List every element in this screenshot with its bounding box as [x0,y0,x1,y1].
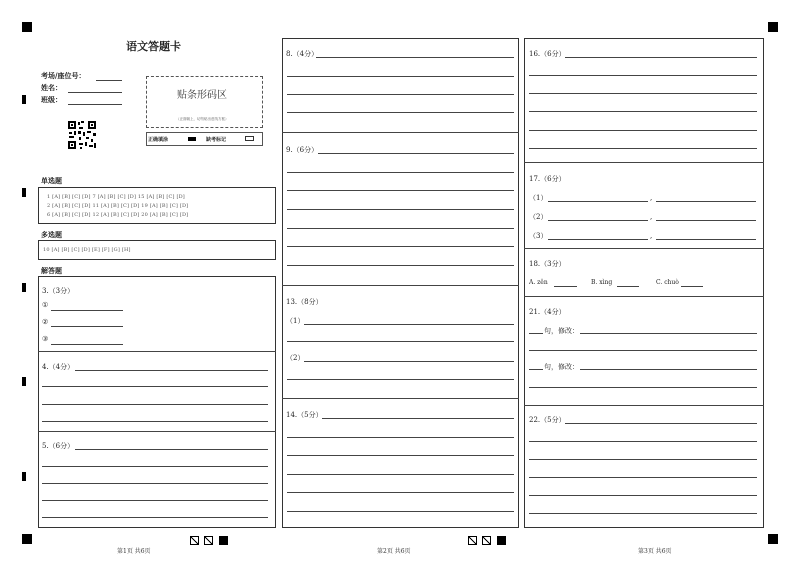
field-class-label: 班级： [41,95,62,104]
q22-answer-line[interactable] [529,495,757,496]
page-footer-2: 第2页 共6页 [377,548,411,555]
q9-answer-line[interactable] [287,228,514,229]
section-single-choice: 单选题 [41,176,62,185]
qr-code [67,120,97,150]
q21-answer-line[interactable] [529,350,757,351]
q14-answer-line[interactable] [287,437,514,438]
q16-answer-line[interactable] [529,148,757,149]
page-footer-1: 第1页 共6页 [117,548,151,555]
q22-answer-line[interactable] [529,477,757,478]
q21-label: 21.（4分） [529,308,566,316]
q21-revise-label-1: 句，修改： [544,327,579,335]
barcode-label: 贴条形码区 [177,90,227,101]
q16-label: 16.（6分） [529,50,566,58]
q16-answer-line[interactable] [565,57,757,58]
q21-answer-line[interactable] [580,369,757,370]
q9-answer-line[interactable] [318,153,514,154]
timing-mark [22,377,26,386]
q9-answer-line[interactable] [287,265,514,266]
q13-answer-line[interactable] [287,341,514,342]
q3-item-1: ① [42,301,49,309]
q5-answer-line[interactable] [42,517,268,518]
q13-answer-line[interactable] [304,361,514,362]
divider [282,132,519,133]
single-choice-row[interactable]: 2 [A] [B] [C] [D] 11 [A] [B] [C] [D] 19 [A] [B] [C] [D] [47,203,189,209]
multiple-choice-row[interactable]: 10 [A] [B] [C] [D] [E] [F] [G] [H] [43,247,131,253]
divider [282,398,519,399]
q13-answer-line[interactable] [287,379,514,380]
page-mark-hatched [204,536,213,545]
q17-comma: , [650,232,653,240]
q22-answer-line[interactable] [529,441,757,442]
q4-answer-line[interactable] [75,370,268,371]
q18-label: 18.（3分） [529,260,566,268]
single-choice-row[interactable]: 6 [A] [B] [C] [D] 12 [A] [B] [C] [D] 20 [A] [B] [C] [D] [47,212,189,218]
legend-correct-swatch [188,137,196,141]
q9-answer-line[interactable] [287,246,514,247]
divider [524,405,764,406]
q5-answer-line[interactable] [42,483,268,484]
page-mark-solid [219,536,228,545]
q21-answer-line[interactable] [529,387,757,388]
q4-label: 4.（4分） [42,363,75,371]
page-footer-3: 第3页 共6页 [638,548,672,555]
q18-option-b: B. xìng [591,279,613,286]
q18-answer-line[interactable] [681,286,703,287]
section-multiple-choice: 多选题 [41,230,62,239]
q4-answer-line[interactable] [42,404,268,405]
q17-answer-line[interactable] [548,220,648,221]
field-class-input[interactable] [68,104,122,105]
q8-label: 8.（4分） [286,50,319,58]
page-mark-hatched [190,536,199,545]
registration-mark-top-left [22,22,32,32]
q16-answer-line[interactable] [529,75,757,76]
legend-correct-label: 正确填涂 [148,137,169,143]
q3-answer-line[interactable] [51,310,123,311]
divider [38,431,276,432]
page-mark-solid [497,536,506,545]
divider [524,162,764,163]
q9-answer-line[interactable] [287,190,514,191]
q17-answer-line[interactable] [656,239,756,240]
q17-answer-line[interactable] [548,239,648,240]
q4-answer-line[interactable] [42,386,268,387]
q16-answer-line[interactable] [529,130,757,131]
q3-label: 3.（3分） [42,287,75,295]
q22-answer-line[interactable] [565,423,757,424]
q4-answer-line[interactable] [42,421,268,422]
q3-answer-line[interactable] [51,344,123,345]
field-seat-input[interactable] [96,80,122,81]
missing-mark-checkbox[interactable] [245,136,254,141]
q21-answer-line[interactable] [580,333,757,334]
field-name-input[interactable] [68,92,122,93]
q8-answer-line[interactable] [287,94,514,95]
q16-answer-line[interactable] [529,111,757,112]
q5-answer-line[interactable] [42,500,268,501]
q13-label: 13.（8分） [286,298,323,306]
q18-option-c: C. chuò [656,279,679,286]
timing-mark [22,188,26,197]
divider [38,351,276,352]
timing-mark [22,283,26,292]
divider [282,285,519,286]
q21-sentence-blank[interactable] [529,369,543,370]
field-seat-label: 考场/座位号： [41,71,86,80]
divider [524,248,764,249]
q13-answer-line[interactable] [304,324,514,325]
q21-sentence-blank[interactable] [529,333,543,334]
q14-answer-line[interactable] [287,511,514,512]
q18-answer-line[interactable] [554,286,577,287]
registration-mark-bottom-right [768,534,778,544]
page-mark-hatched [468,536,477,545]
q8-answer-line[interactable] [316,57,514,58]
q14-answer-line[interactable] [322,418,514,419]
q17-answer-line[interactable] [656,220,756,221]
q3-answer-line[interactable] [51,326,123,327]
legend-missing-label: 缺考标记 [206,137,227,143]
single-choice-row[interactable]: 1 [A] [B] [C] [D] 7 [A] [B] [C] [D] 15 [A] [B] [C] [D] [47,194,185,200]
section-answers: 解答题 [41,266,62,275]
barcode-note: （正面朝上，切勿贴出虚线方框） [176,117,229,121]
q9-label: 9.（6分） [286,146,319,154]
q14-answer-line[interactable] [287,455,514,456]
q3-item-3: ③ [42,335,49,343]
q16-answer-line[interactable] [529,93,757,94]
q14-label: 14.（5分） [286,411,323,419]
q14-answer-line[interactable] [287,492,514,493]
q14-answer-line[interactable] [287,474,514,475]
q21-revise-label-2: 句，修改： [544,363,579,371]
q9-answer-line[interactable] [287,172,514,173]
q22-answer-line[interactable] [529,513,757,514]
q9-answer-line[interactable] [287,209,514,210]
q18-option-a: A. zěn [529,279,548,286]
q17-comma: , [650,194,653,202]
q17-comma: , [650,213,653,221]
q13-item-2: （2） [286,354,305,362]
q5-answer-line[interactable] [75,449,268,450]
sheet-title: 语文答题卡 [126,40,181,53]
timing-mark [22,472,26,481]
q5-answer-line[interactable] [42,466,268,467]
registration-mark-top-right [768,22,778,32]
q17-item-2: （2） [529,213,548,221]
page-mark-hatched [482,536,491,545]
q17-item-1: （1） [529,194,548,202]
timing-mark [22,95,26,104]
q5-label: 5.（6分） [42,442,75,450]
q17-item-3: （3） [529,232,548,240]
q18-answer-line[interactable] [617,286,639,287]
q8-answer-line[interactable] [287,76,514,77]
q8-answer-line[interactable] [287,112,514,113]
q17-label: 17.（6分） [529,175,566,183]
q17-answer-line[interactable] [548,201,648,202]
q17-answer-line[interactable] [656,201,756,202]
q22-label: 22.（5分） [529,416,566,424]
field-name-label: 姓名： [41,83,62,92]
q13-item-1: （1） [286,317,305,325]
q3-item-2: ② [42,318,49,326]
registration-mark-bottom-left [22,534,32,544]
answer-area-col1 [38,276,276,528]
divider [524,296,764,297]
q22-answer-line[interactable] [529,459,757,460]
